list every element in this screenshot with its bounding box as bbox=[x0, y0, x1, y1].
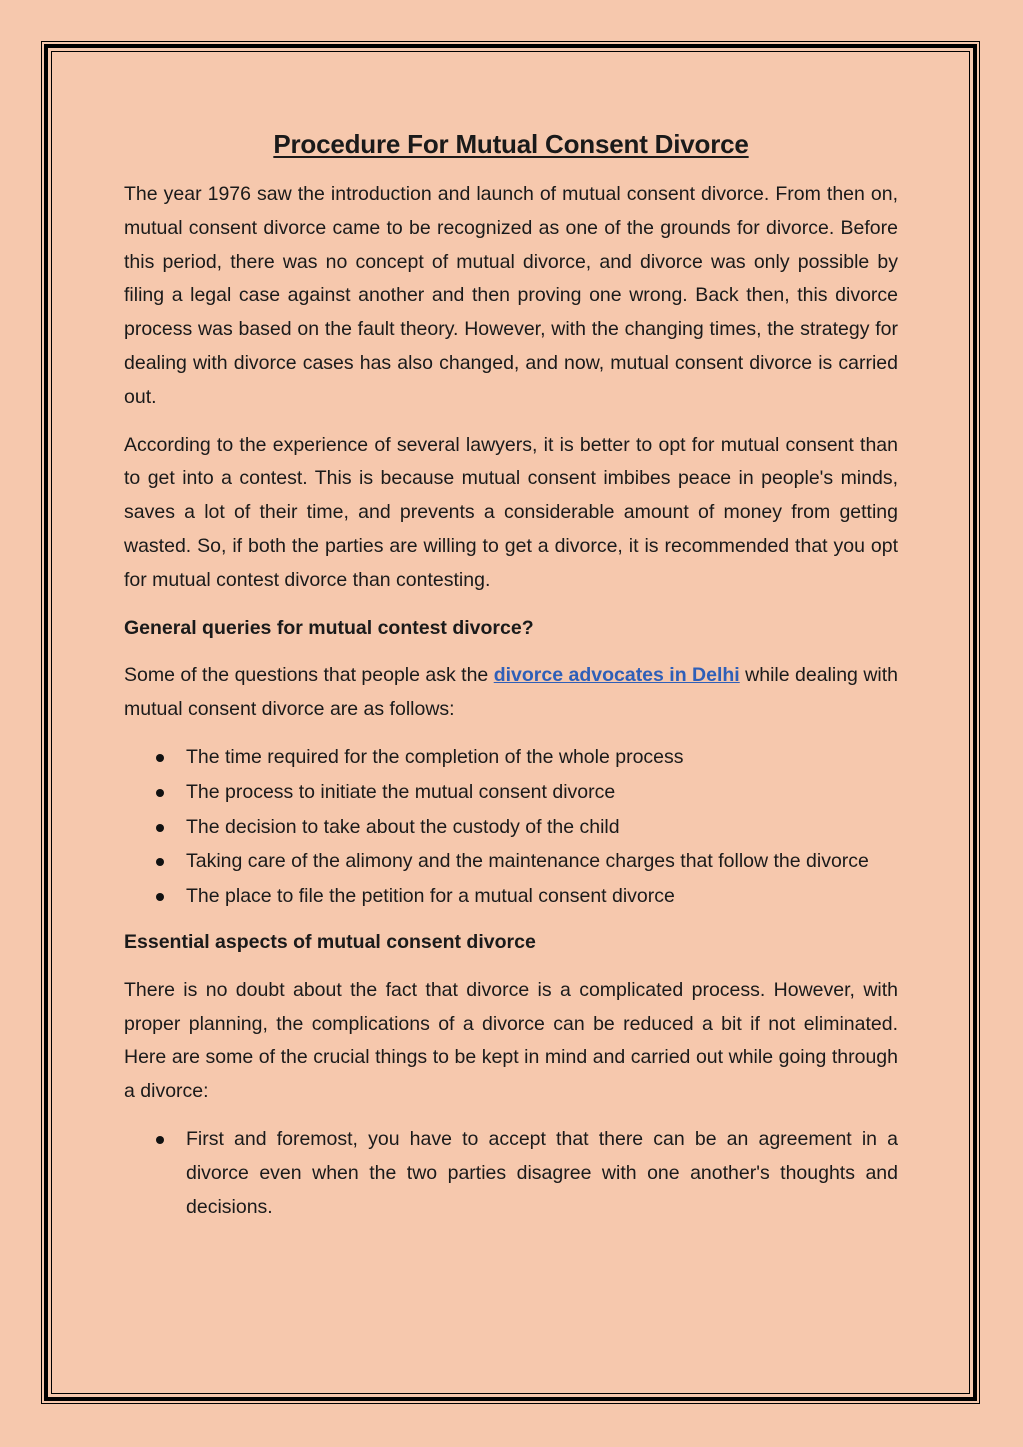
list-item bbox=[186, 776, 898, 810]
list-item-text: Taking care of the alimony and the maintenance charges that follow the divorce bbox=[186, 850, 869, 873]
divorce-advocates-link[interactable]: divorce advocates in Delhi bbox=[493, 664, 740, 687]
list-item bbox=[186, 845, 898, 879]
list-item bbox=[186, 1123, 898, 1224]
queries-list bbox=[124, 741, 898, 914]
essential-aspects-paragraph: There is no doubt about the fact that divorce is a complicated process. However, with proper planning, the complications of a divorce can be reduced a bit if not eliminated. Here are some of the crucial things to be kept in mind and carried out while going through a divorce: bbox=[124, 978, 898, 1103]
queries-intro-paragraph bbox=[124, 659, 898, 727]
experience-paragraph: According to the experience of several lawyers, it is better to opt for mutual consent than to get into a contest. This is because mutual consent imbibes peace in people's minds, saves a lot of their time, and prevents a considerable amount of money from getting wasted. So, if both the parties are willing to get a divorce, it is recommended that you opt for mutual contest divorce than contesting. bbox=[124, 433, 898, 591]
bullet-icon bbox=[156, 824, 164, 832]
general-queries-heading: General queries for mutual contest divorce? bbox=[124, 616, 534, 639]
bullet-icon bbox=[156, 754, 164, 762]
queries-intro-text: Some of the questions that people ask the bbox=[124, 664, 494, 687]
intro-paragraph: The year 1976 saw the introduction and launch of mutual consent divorce. From then on, mutual consent divorce came to be recognized as one of the grounds for divorce. Before this period, there was no concept of mutual divorce, and divorce was only possible by filing a legal case against another and then proving one wrong. Back then, this divorce process was based on the fault theory. However, with the changing times, the strategy for dealing with divorce cases has also changed, and now, mutual consent divorce is carried out. bbox=[124, 183, 898, 408]
list-item-text: The time required for the completion of the whole process bbox=[186, 745, 684, 768]
aspects-list bbox=[124, 1123, 898, 1224]
list-item-text: The decision to take about the custody of the child bbox=[186, 815, 620, 838]
document-body bbox=[124, 124, 898, 1236]
list-item bbox=[186, 811, 898, 845]
list-item bbox=[186, 880, 898, 914]
essential-aspects-heading: Essential aspects of mutual consent divorce bbox=[124, 930, 536, 953]
page-title: Procedure For Mutual Consent Divorce bbox=[273, 129, 749, 159]
bullet-icon bbox=[156, 893, 164, 901]
list-item-text: First and foremost, you have to accept that there can be an agreement in a divorce even when the two parties disagree with one another's thoughts and decisions. bbox=[186, 1127, 898, 1218]
list-item-text: The place to file the petition for a mutual consent divorce bbox=[186, 885, 675, 908]
bullet-icon bbox=[156, 858, 164, 866]
queries-intro-text-after: while dealing with mutual consent divorce are as follows: bbox=[124, 664, 899, 721]
bullet-icon bbox=[156, 1136, 164, 1144]
bullet-icon bbox=[156, 789, 164, 797]
list-item bbox=[186, 741, 898, 775]
list-item-text: The process to initiate the mutual consent divorce bbox=[186, 780, 616, 803]
